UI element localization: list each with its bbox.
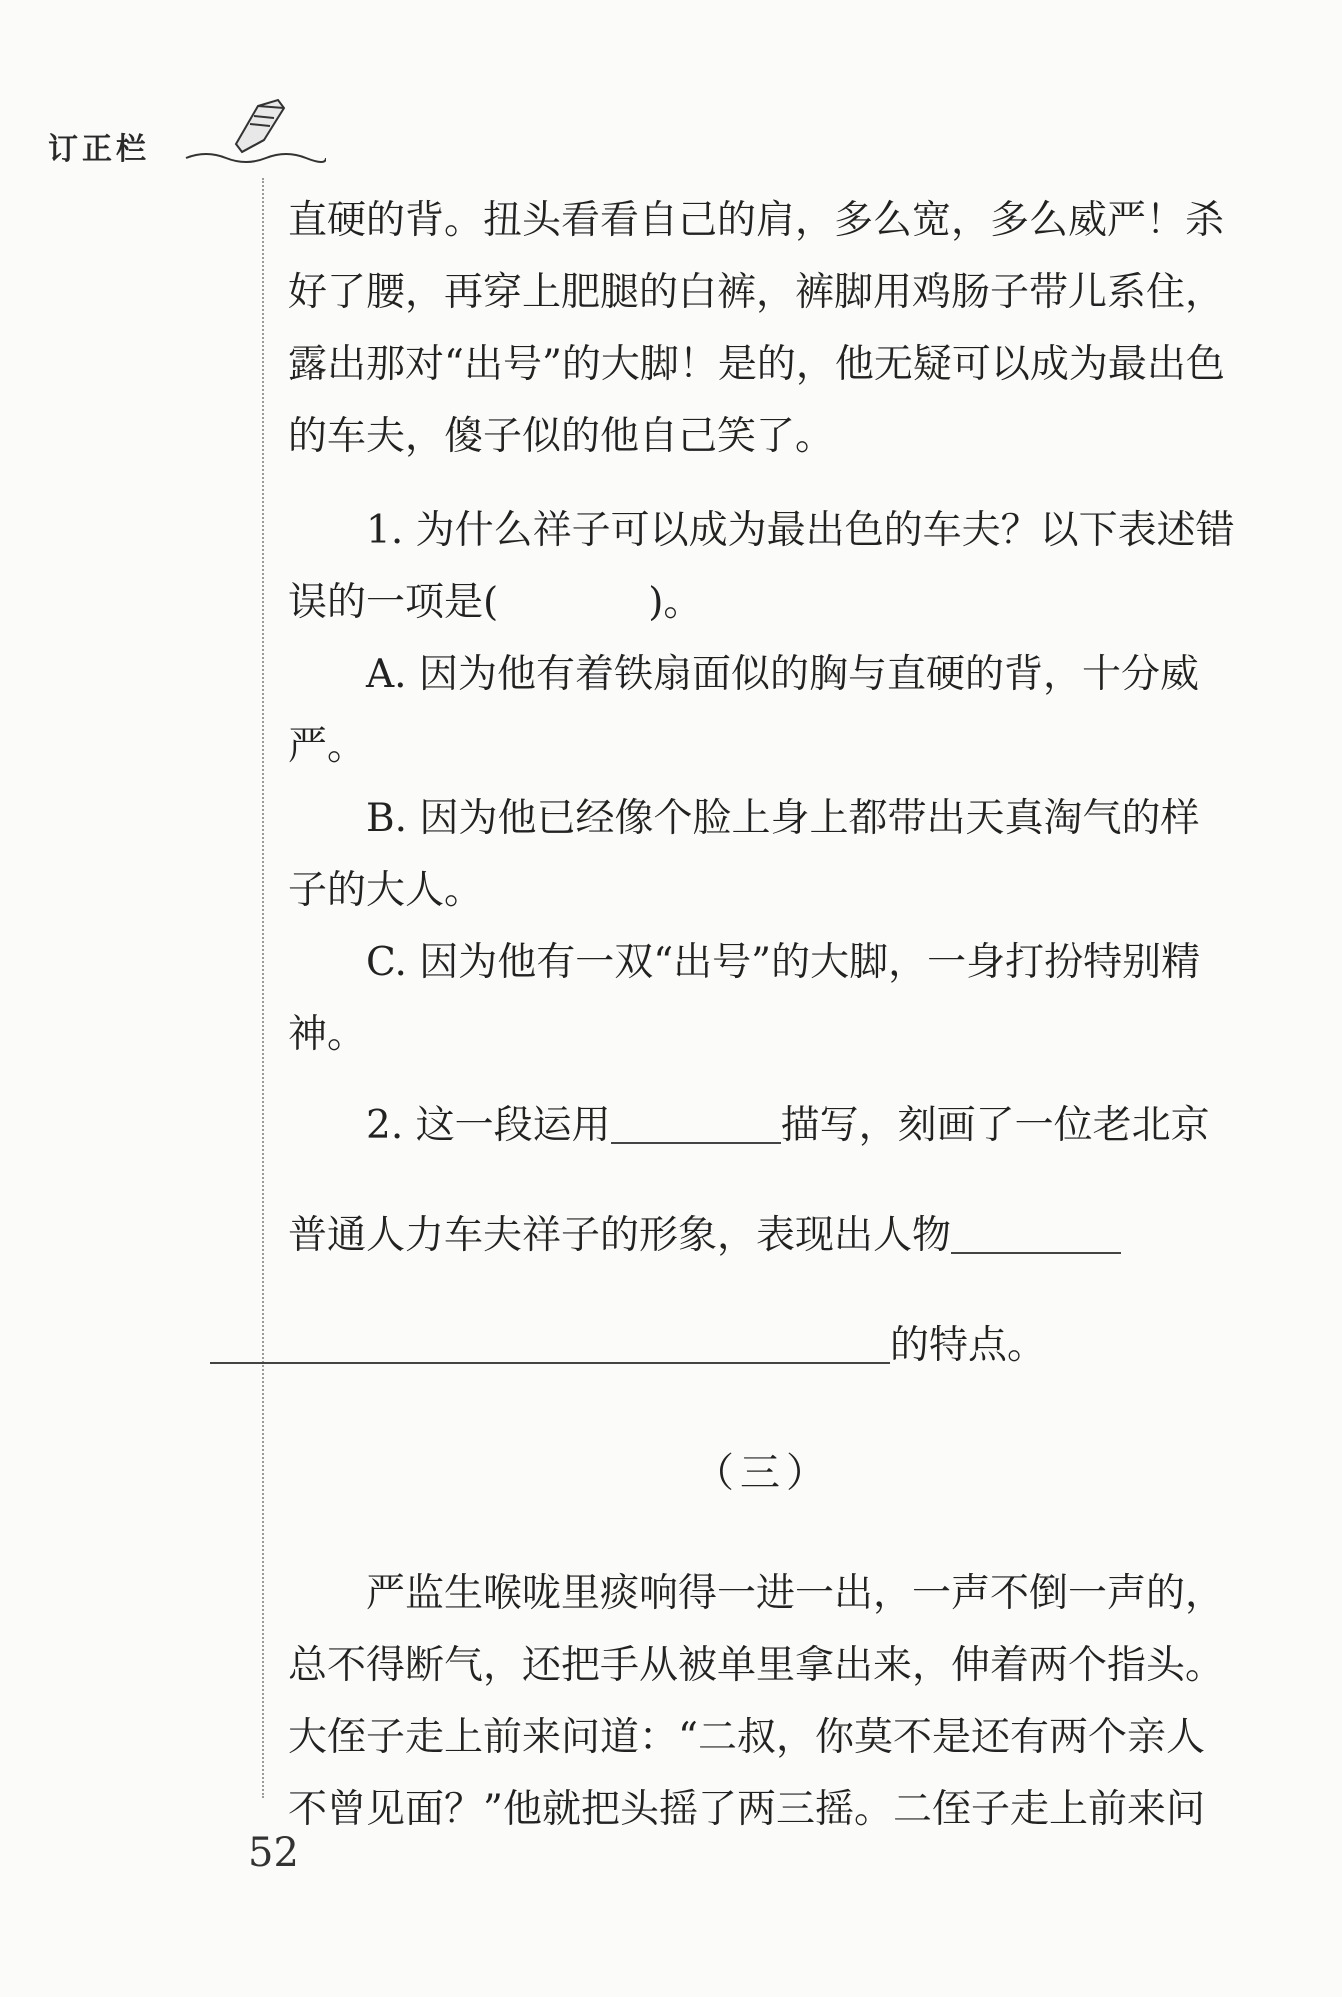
option-b: B. 因为他已经像个脸上身上都带出天真淘气的样子的大人。: [288, 796, 1200, 913]
fill-blank-2[interactable]: [951, 1218, 1121, 1254]
question-2-part2: 描写，刻画了一位老北京普通人力车夫祥子的形象，表现出人物: [288, 1103, 1210, 1258]
page-number: 52: [248, 1830, 299, 1876]
fill-blank-1[interactable]: [611, 1108, 781, 1144]
question-2: [288, 1071, 1238, 1401]
pencil-icon: [166, 96, 326, 170]
fill-blank-3[interactable]: [210, 1328, 890, 1364]
correction-column-label: 订正栏: [48, 132, 150, 167]
section-3-text: 严监生喉咙里痰响得一进一出，一声不倒一声的，总不得断气，还把手从被单里拿出来，伸着两个指头。大侄子走上前来问道：“二叔，你莫不是还有两个亲人不曾见面？”他就把头摇了两三摇。二侄子走上前来问: [288, 1571, 1225, 1832]
question-1-stem-end: )。: [648, 580, 703, 625]
margin-rule: [262, 178, 264, 1798]
question-2-part1: 2. 这一段运用: [366, 1103, 611, 1148]
worksheet-content: [288, 185, 1238, 1846]
section-title: （三）: [694, 1450, 832, 1496]
question-1-stem: [288, 495, 1238, 639]
option-c: C. 因为他有一双“出号”的大脚，一身打扮特别精神。: [288, 940, 1201, 1057]
question-1-stem-text: 1. 为什么祥子可以成为最出色的车夫？以下表述错误的一项是(: [288, 508, 1235, 625]
question-2-part3: 的特点。: [890, 1323, 1047, 1368]
passage-text: 直硬的背。扭头看看自己的肩，多么宽，多么威严！杀好了腰，再穿上肥腿的白裤，裤脚用鸡肠子带儿系住，露出那对“出号”的大脚！是的，他无疑可以成为最出色的车夫，傻子似的他自己笑了。: [288, 198, 1225, 459]
correction-column-header: [48, 118, 150, 168]
option-a: A. 因为他有着铁扇面似的胸与直硬的背，十分威严。: [288, 652, 1199, 769]
